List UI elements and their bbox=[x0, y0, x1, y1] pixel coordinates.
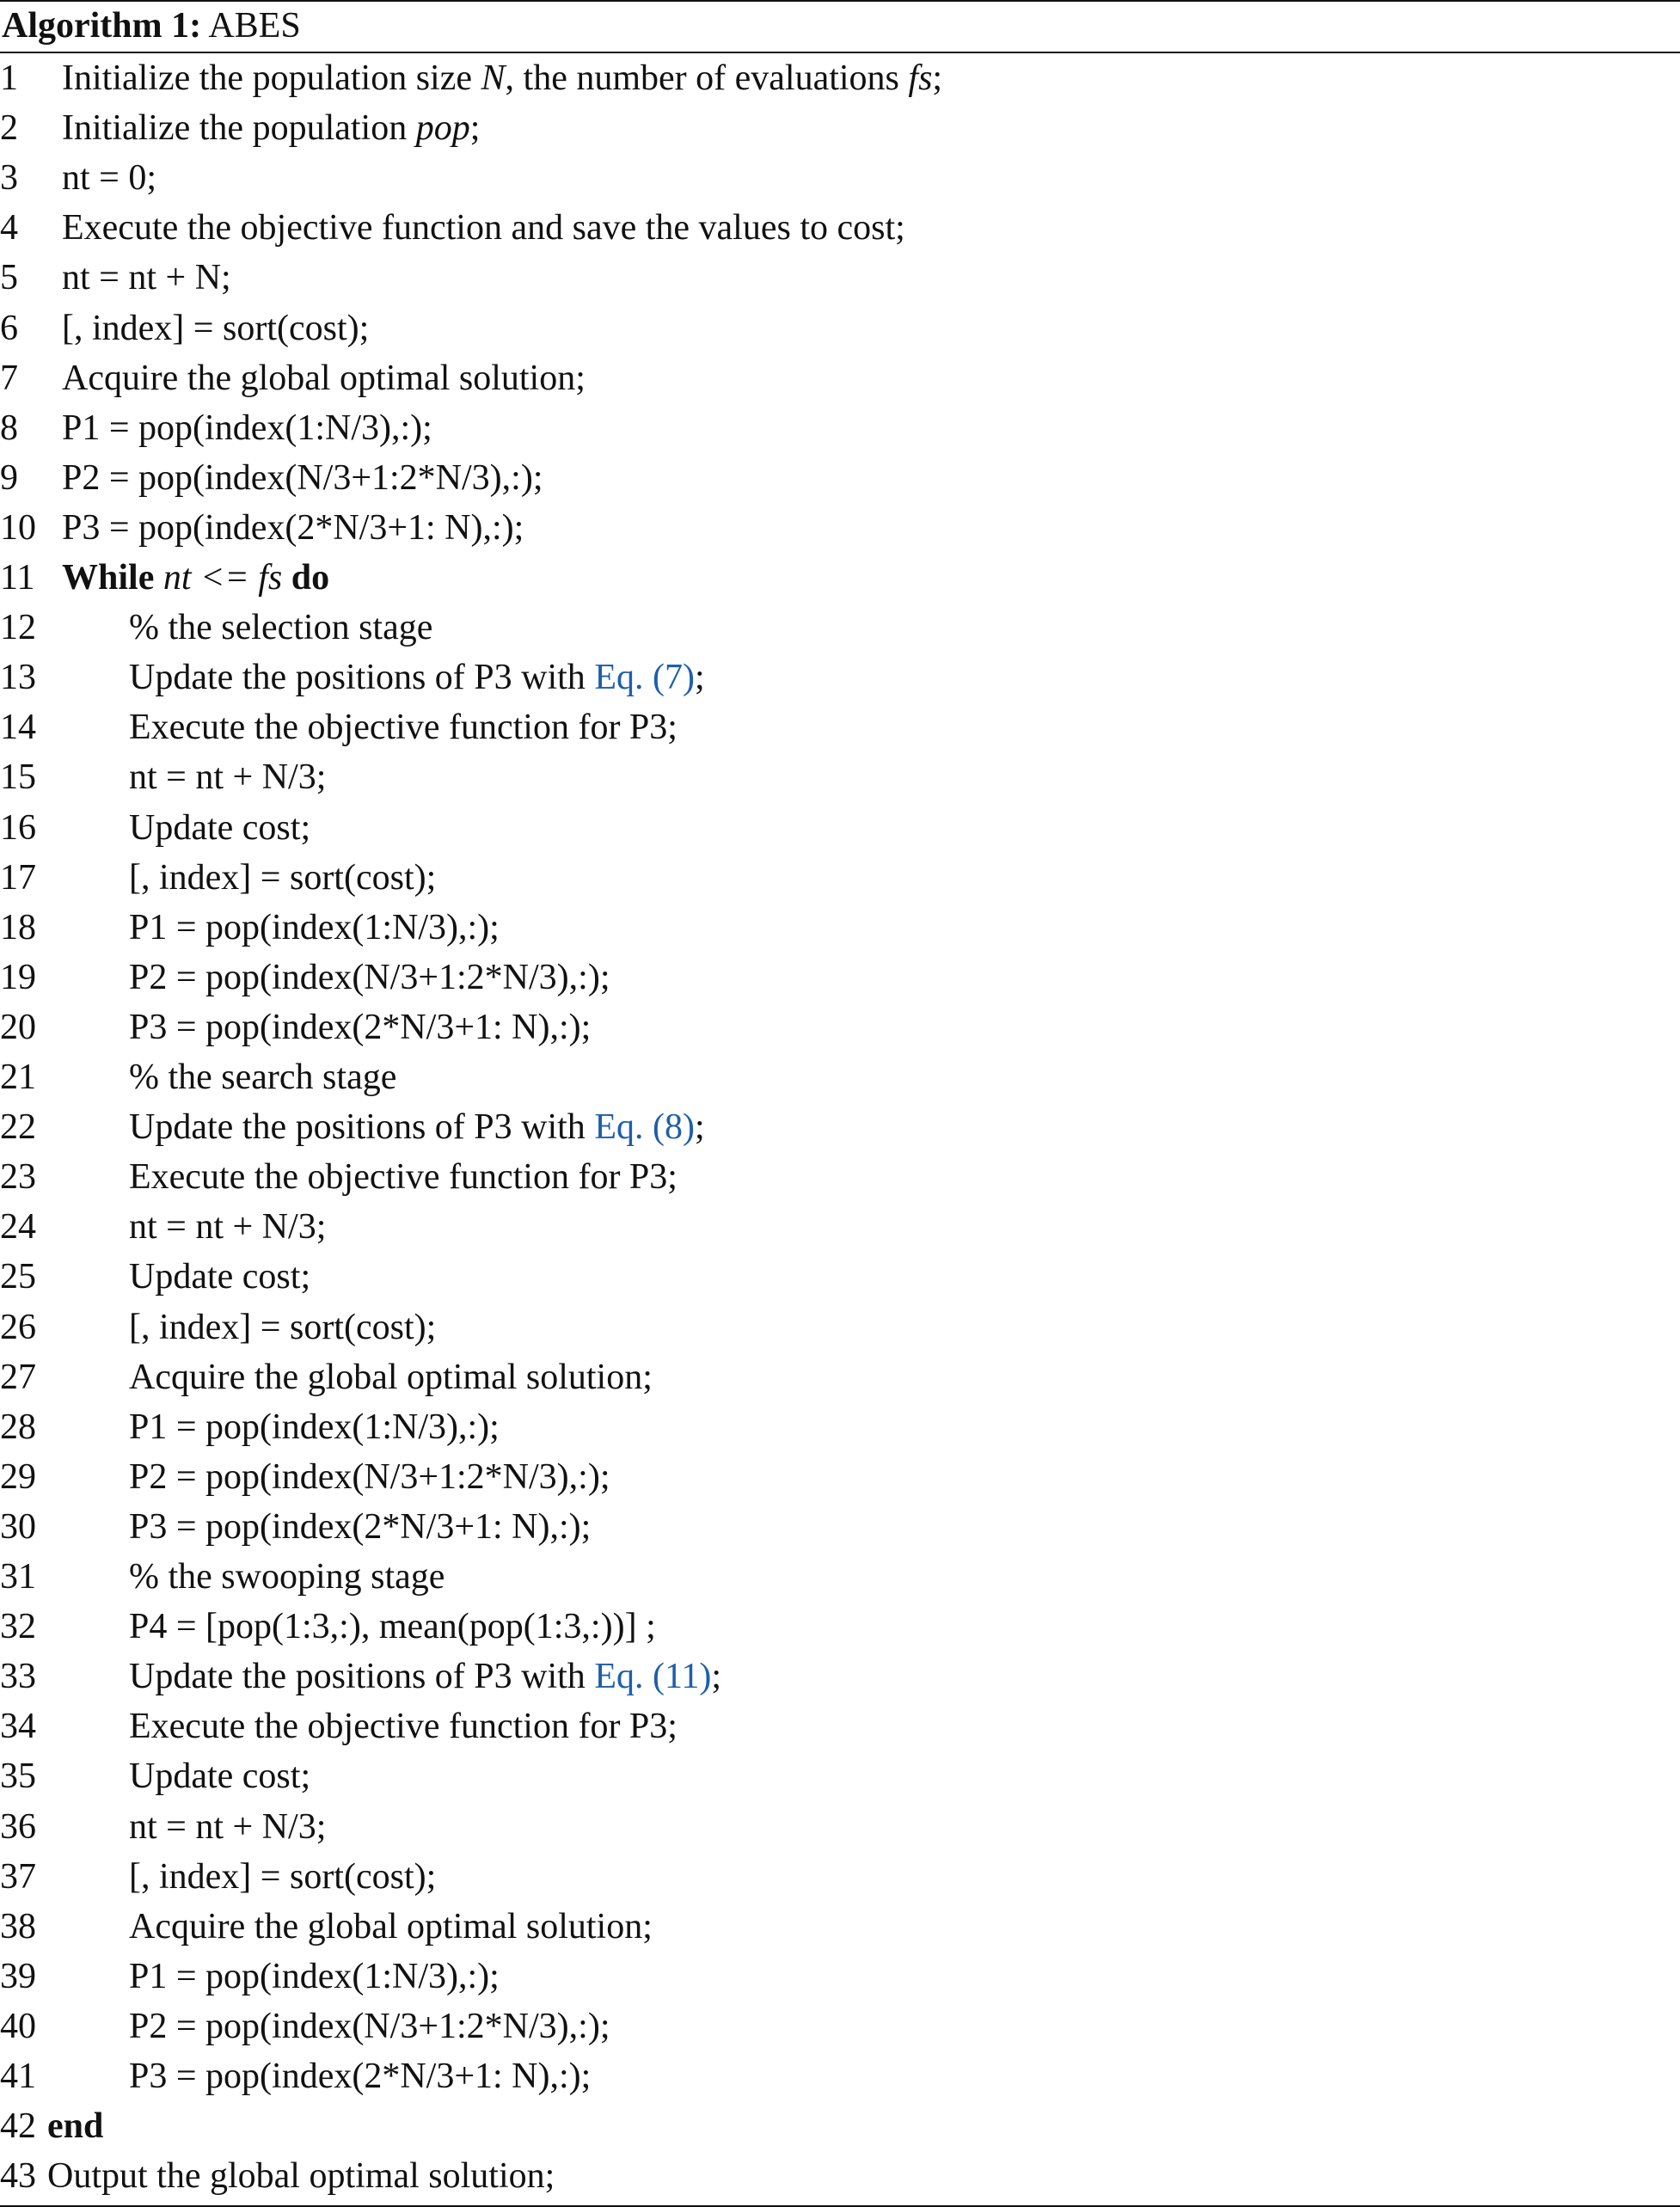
line-code bbox=[129, 1502, 591, 1552]
code-text: % the selection stage bbox=[129, 608, 433, 648]
line-code bbox=[129, 1751, 310, 1801]
line-code bbox=[129, 2051, 591, 2101]
line-code bbox=[129, 853, 436, 903]
line-code bbox=[62, 403, 432, 453]
code-text: Update cost; bbox=[129, 1756, 311, 1797]
line-code bbox=[129, 903, 500, 953]
line-number: 32 bbox=[0, 1607, 36, 1647]
line-number: 6 bbox=[0, 308, 18, 348]
line-code bbox=[129, 1701, 678, 1751]
code-text: Execute the objective function for P3; bbox=[129, 1707, 678, 1747]
line-number: 24 bbox=[0, 1207, 36, 1248]
line-number: 40 bbox=[0, 2006, 36, 2046]
line-number: 31 bbox=[0, 1557, 36, 1597]
line-code bbox=[129, 1602, 656, 1652]
line-code bbox=[62, 353, 586, 403]
line-code bbox=[129, 953, 610, 1002]
equation-link[interactable]: Eq. (11) bbox=[594, 1657, 712, 1697]
line-number: 9 bbox=[0, 457, 18, 498]
line-code bbox=[129, 803, 310, 853]
top-rule bbox=[0, 0, 1680, 2]
code-text: Initialize the population bbox=[62, 108, 416, 149]
code-text: P4 = [pop(1:3,:), mean(pop(1:3,:))] ; bbox=[129, 1607, 656, 1647]
code-text: Initialize the population size bbox=[62, 58, 481, 98]
equation-link[interactable]: Eq. (8) bbox=[594, 1107, 695, 1148]
keyword: end bbox=[47, 2106, 104, 2147]
line-code bbox=[129, 1452, 610, 1502]
line-number: 27 bbox=[0, 1357, 36, 1397]
code-text: Acquire the global optimal solution; bbox=[62, 358, 586, 398]
line-code bbox=[129, 2002, 610, 2051]
line-number: 13 bbox=[0, 658, 36, 698]
line-code bbox=[129, 702, 678, 752]
variable: pop bbox=[415, 108, 470, 149]
line-number: 17 bbox=[0, 857, 36, 898]
algorithm-title bbox=[2, 3, 301, 48]
line-code bbox=[129, 1002, 591, 1052]
line-code bbox=[129, 1352, 653, 1402]
line-number: 33 bbox=[0, 1657, 36, 1697]
line-code bbox=[62, 253, 231, 303]
line-number: 11 bbox=[0, 558, 35, 598]
code-text: [, index] = sort(cost); bbox=[129, 1307, 437, 1347]
line-number: 14 bbox=[0, 708, 36, 748]
line-code bbox=[129, 1952, 500, 2002]
code-text: P1 = pop(index(1:N/3),:); bbox=[62, 408, 432, 448]
code-text: [, index] = sort(cost); bbox=[129, 1856, 437, 1897]
code-text: ; bbox=[694, 658, 705, 698]
line-number: 8 bbox=[0, 408, 18, 448]
keyword: While bbox=[62, 558, 163, 598]
algorithm-label: Algorithm 1: bbox=[2, 6, 202, 46]
code-text: Output the global optimal solution; bbox=[47, 2156, 555, 2197]
variable: N bbox=[481, 58, 506, 98]
line-number: 25 bbox=[0, 1257, 36, 1297]
line-number: 18 bbox=[0, 907, 36, 947]
line-code bbox=[129, 1152, 678, 1202]
line-code bbox=[62, 103, 480, 153]
line-number: 2 bbox=[0, 108, 18, 149]
line-number: 16 bbox=[0, 807, 36, 848]
variable: nt <= fs bbox=[162, 558, 283, 598]
line-code bbox=[47, 2151, 555, 2201]
line-code bbox=[62, 503, 524, 553]
line-number: 1 bbox=[0, 58, 18, 98]
line-code bbox=[129, 603, 432, 653]
line-number: 42 bbox=[0, 2106, 36, 2147]
code-text: Acquire the global optimal solution; bbox=[129, 1906, 653, 1946]
code-text: % the swooping stage bbox=[129, 1557, 445, 1597]
line-number: 22 bbox=[0, 1107, 36, 1148]
line-code bbox=[129, 1802, 326, 1852]
code-text: Update the positions of P3 with bbox=[129, 658, 595, 698]
code-text: Execute the objective function for P3; bbox=[129, 1157, 678, 1198]
code-text: nt = nt + N/3; bbox=[129, 1207, 327, 1248]
code-text: P1 = pop(index(1:N/3),:); bbox=[129, 1956, 500, 1996]
line-code bbox=[129, 1652, 721, 1701]
line-code bbox=[129, 1202, 326, 1252]
line-number: 29 bbox=[0, 1456, 36, 1497]
line-number: 21 bbox=[0, 1058, 36, 1097]
code-text: Acquire the global optimal solution; bbox=[129, 1357, 653, 1397]
line-number: 15 bbox=[0, 757, 36, 798]
code-text: P2 = pop(index(N/3+1:2*N/3),:); bbox=[129, 2006, 610, 2046]
line-code bbox=[62, 553, 329, 603]
line-code bbox=[62, 303, 369, 353]
line-number: 4 bbox=[0, 208, 18, 248]
code-text: ; bbox=[932, 58, 943, 98]
line-number: 20 bbox=[0, 1007, 36, 1047]
line-number: 10 bbox=[0, 507, 36, 548]
line-code bbox=[62, 453, 543, 503]
code-text: P1 = pop(index(1:N/3),:); bbox=[129, 1407, 500, 1447]
line-number: 35 bbox=[0, 1756, 36, 1797]
code-text: P3 = pop(index(2*N/3+1: N),:); bbox=[62, 507, 524, 548]
line-code bbox=[129, 1102, 705, 1152]
line-number: 12 bbox=[0, 608, 36, 648]
line-code bbox=[129, 1902, 653, 1952]
line-number: 26 bbox=[0, 1307, 36, 1347]
code-text: P2 = pop(index(N/3+1:2*N/3),:); bbox=[62, 457, 543, 498]
code-text: [, index] = sort(cost); bbox=[62, 308, 370, 348]
line-code bbox=[129, 1052, 396, 1102]
line-number: 3 bbox=[0, 158, 18, 199]
algorithm-name: ABES bbox=[208, 6, 301, 46]
line-code bbox=[129, 653, 705, 702]
code-text: nt = nt + N/3; bbox=[129, 757, 327, 798]
code-text: Update the positions of P3 with bbox=[129, 1657, 595, 1697]
code-text: % the search stage bbox=[129, 1058, 397, 1097]
code-text: ; bbox=[469, 108, 481, 149]
line-number: 5 bbox=[0, 258, 18, 298]
code-text: Update cost; bbox=[129, 807, 311, 848]
code-text: Update cost; bbox=[129, 1257, 311, 1297]
line-number: 7 bbox=[0, 358, 18, 398]
code-text: P3 = pop(index(2*N/3+1: N),:); bbox=[129, 2057, 592, 2096]
line-code bbox=[129, 1303, 436, 1352]
code-text: nt = nt + N; bbox=[62, 258, 231, 298]
code-text: [, index] = sort(cost); bbox=[129, 857, 437, 898]
code-text: , the number of evaluations bbox=[505, 58, 909, 98]
line-number: 36 bbox=[0, 1806, 36, 1847]
line-code bbox=[129, 1852, 436, 1902]
code-text: Execute the objective function and save the values to cost; bbox=[62, 208, 905, 248]
line-code bbox=[62, 203, 905, 253]
line-code bbox=[129, 752, 326, 802]
code-text: P2 = pop(index(N/3+1:2*N/3),:); bbox=[129, 1456, 610, 1497]
code-text: P3 = pop(index(2*N/3+1: N),:); bbox=[129, 1506, 592, 1547]
line-code bbox=[47, 2101, 103, 2151]
line-code bbox=[62, 153, 156, 203]
line-number: 23 bbox=[0, 1157, 36, 1198]
code-text: P1 = pop(index(1:N/3),:); bbox=[129, 907, 500, 947]
code-text: Execute the objective function for P3; bbox=[129, 708, 678, 748]
line-number: 39 bbox=[0, 1956, 36, 1996]
variable: fs bbox=[908, 58, 933, 98]
line-code bbox=[129, 1402, 500, 1452]
line-number: 41 bbox=[0, 2057, 36, 2096]
line-number: 34 bbox=[0, 1707, 36, 1747]
line-number: 19 bbox=[0, 957, 36, 997]
code-text: ; bbox=[694, 1107, 705, 1148]
line-number: 43 bbox=[0, 2156, 36, 2197]
line-code bbox=[62, 53, 942, 103]
line-code bbox=[129, 1252, 310, 1302]
code-text: ; bbox=[711, 1657, 722, 1697]
line-number: 30 bbox=[0, 1506, 36, 1547]
code-text: Update the positions of P3 with bbox=[129, 1107, 595, 1148]
line-code bbox=[129, 1552, 445, 1602]
code-text: P2 = pop(index(N/3+1:2*N/3),:); bbox=[129, 957, 610, 997]
code-text: nt = 0; bbox=[62, 158, 157, 199]
keyword: do bbox=[282, 558, 330, 598]
line-number: 38 bbox=[0, 1906, 36, 1946]
equation-link[interactable]: Eq. (7) bbox=[594, 658, 695, 698]
line-number: 28 bbox=[0, 1407, 36, 1447]
code-text: nt = nt + N/3; bbox=[129, 1806, 327, 1847]
line-number: 37 bbox=[0, 1856, 36, 1897]
code-text: P3 = pop(index(2*N/3+1: N),:); bbox=[129, 1007, 592, 1047]
